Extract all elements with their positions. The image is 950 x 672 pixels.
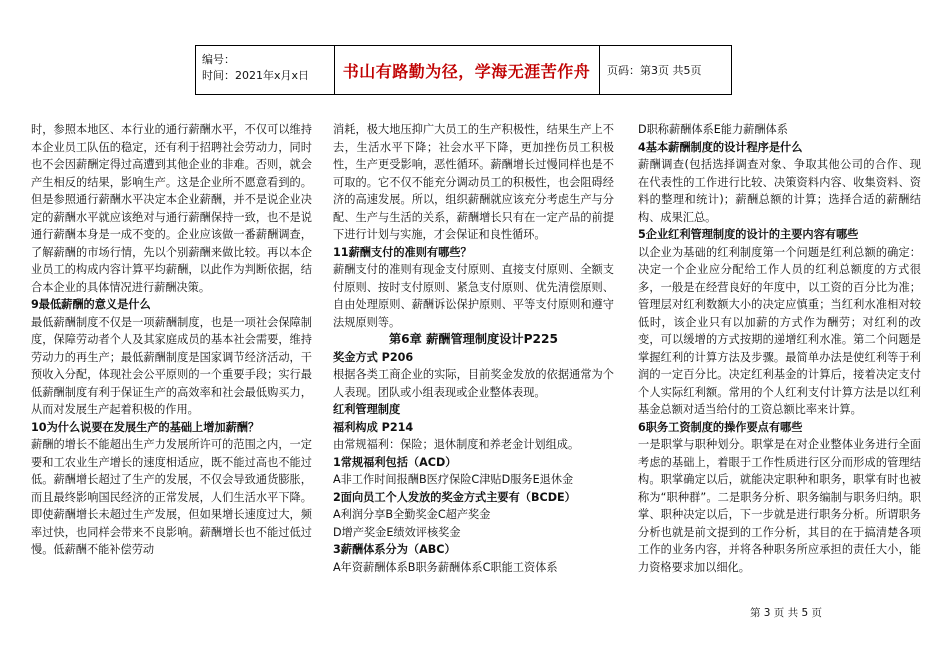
section-heading: 1常规福利包括（ACD）: [333, 455, 457, 469]
page-header: [195, 45, 732, 95]
paragraph: 薪酬支付的准则有现金支付原则、直接支付原则、全额支付原则、按时支付原则、紧急支付原则、优先清偿原则、自由处理原则、薪酬诉讼保护原则、平等支付原则和遵守法规原则等。: [333, 263, 614, 329]
text-column-2: [333, 121, 614, 576]
section-heading: 4基本薪酬制度的设计程序是什么: [638, 140, 803, 154]
header-motto-cell: [334, 46, 600, 94]
section-heading: 6职务工资制度的操作要点有哪些: [638, 420, 803, 434]
chapter-heading: 第6章 薪酬管理制度设计P225: [389, 332, 558, 346]
paragraph: D职称薪酬体系E能力薪酬体系: [638, 123, 788, 136]
section-heading: 9最低薪酬的意义是什么: [31, 298, 151, 311]
text-column-1: [31, 121, 312, 559]
section-heading: 福利构成 P214: [333, 420, 414, 434]
paragraph: 以企业为基础的红利制度第一个问题是红利总额的确定：决定一个企业应分配给工作人员的红利总额度的方式很多，一般是在经营良好的年度中，以工资的百分比为准；管理层对红利数额大小的决定应慎重；当红利水准相对较低时，该企业只有以加薪的方式作为酬劳；对红利的改变，可以缓增的方式按期的递增红利水准。第二个问题是掌握红利的计算方法及步骤。最简单办法是使红利等于利润的一定百分比。决定红利基金的计算后，接着决定支付个人实际红利额。常用的个人红利支付计算方法是以红利基金总额对适当给付的工资总额比率来计算。: [638, 245, 921, 416]
paragraph: D增产奖金E绩效评核奖金: [333, 525, 461, 539]
section-heading: 红利管理制度: [333, 403, 401, 416]
header-meta: [196, 46, 335, 94]
paragraph: 消耗，极大地压抑广大员工的生产积极性，结果生产上不去，生活水平下降；社会水平下降，更加挫伤员工积极性，生产更受影响，恶性循环。薪酬增长过慢同样也是不可取的。它不仅不能充分调动员工的积极性，也会阻碍经济的高速发展。所以，组织薪酬就应该充分考虑生产与分配、生产与生活的关系，薪酬增长只有在一定产品的前提下进行计划与实施，才会保证和良性循环。: [333, 123, 614, 241]
paragraph: 最低薪酬制度不仅是一项薪酬制度，也是一项社会保障制度，保障劳动者个人及其家庭成员的基本社会需要，维持劳动力的再生产；最低薪酬制度是国家调节经济活动，干预收入分配，体现社会公平原则的一个重要手段；实行最低薪酬制度有利于保证生产的高效率和社会最低购买力，从而对发展生产起着积极的作用。: [31, 315, 312, 416]
paragraph: 根据各类工商企业的实际，目前奖金发放的依据通常为个人表现。团队或小组表现或企业整体表现。: [333, 368, 614, 399]
paragraph: A利润分享B全勤奖金C超产奖金: [333, 508, 491, 521]
motto: 书山有路勤为径，学海无涯苦作舟: [342, 61, 591, 81]
section-heading: 11薪酬支付的准则有哪些？: [333, 245, 472, 259]
paragraph: 薪酬调查(包括选择调查对象、争取其他公司的合作、现在代表性的工作进行比较、决策资料内容、收集资料、资料的整理和统计)；薪酬总额的计算；选择合适的薪酬结构、成果汇总。: [638, 158, 921, 224]
paragraph: 由常规福利：保险；退休制度和养老金计划组成。: [333, 438, 580, 451]
section-heading: 10为什么说要在发展生产的基础上增加薪酬？: [31, 420, 260, 434]
page-footer: 第 3 页 共 5 页: [749, 607, 822, 619]
paragraph: 一是职掌与职种划分。职掌是在对企业整体业务进行全面考虑的基础上，着眼于工作性质进行区分而形成的管理结构。职掌确定以后，就能决定职种和职务，职掌有时也被称为“职种群”。二是职务分析、职务编制与职务归纳。职掌、职种决定以后，下一步就是进行职务分析。所谓职务分析也就是前文提到的工作分析，其目的在于搞清楚各项工作的业务内容，并将各种职务所应承担的责任大小，能力资格要求加以细化。: [638, 438, 921, 574]
paragraph: A年资薪酬体系B职务薪酬体系C职能工资体系: [333, 560, 558, 574]
section-heading: 2面向员工个人发放的奖金方式主要有（BCDE）: [333, 490, 576, 504]
document-number: 编号：: [202, 53, 235, 66]
section-heading: 5企业红利管理制度的设计的主要内容有哪些: [638, 228, 859, 241]
page-indicator: 页码：第3页 共5页: [607, 64, 702, 77]
section-heading: 奖金方式 P206: [333, 350, 414, 364]
text-column-3: [638, 121, 921, 576]
header-page-cell: [599, 46, 731, 94]
section-heading: 3薪酬体系分为（ABC）: [333, 543, 456, 556]
paragraph: 薪酬的增长不能超出生产力发展所许可的范围之内，一定要和工农业生产增长的速度相适应，既不能过高也不能过低。薪酬增长超过了生产的发展，不仅会导致通货膨胀，而且最终影响国民经济的正常发展，人们生活水平下降。即使薪酬增长未超过生产发展，但如果增长速度过大，频率过快，也同样会带来不良影响。薪酬增长也不能过低过慢。低薪酬不能补偿劳动: [31, 438, 312, 556]
paragraph: A非工作时间报酬B医疗保险C津贴D服务E退休金: [333, 473, 574, 486]
paragraph: 时，参照本地区、本行业的通行薪酬水平，不仅可以维持本企业员工队伍的稳定，还有利于招聘社会劳动力，同时也不会因薪酬定得过高遭到其他企业的非难。否则，就会产生相反的结果，影响生产。这是企业所不愿意看到的。但是参照通行薪酬水平决定本企业薪酬，并不是说企业决定的薪酬水平就应该绝对与通行薪酬保持一致，也不是说通行薪酬本身是一成不变的。企业应该做一番薪酬调查，了解薪酬的市场行情，先以个别薪酬来做比较。再以本企业员工的构成内容计算平均薪酬，以此作为判断依据，结合本企业的具体情况进行薪酬决策。: [31, 123, 312, 294]
document-date: 时间：2021年x月x日: [202, 69, 310, 82]
